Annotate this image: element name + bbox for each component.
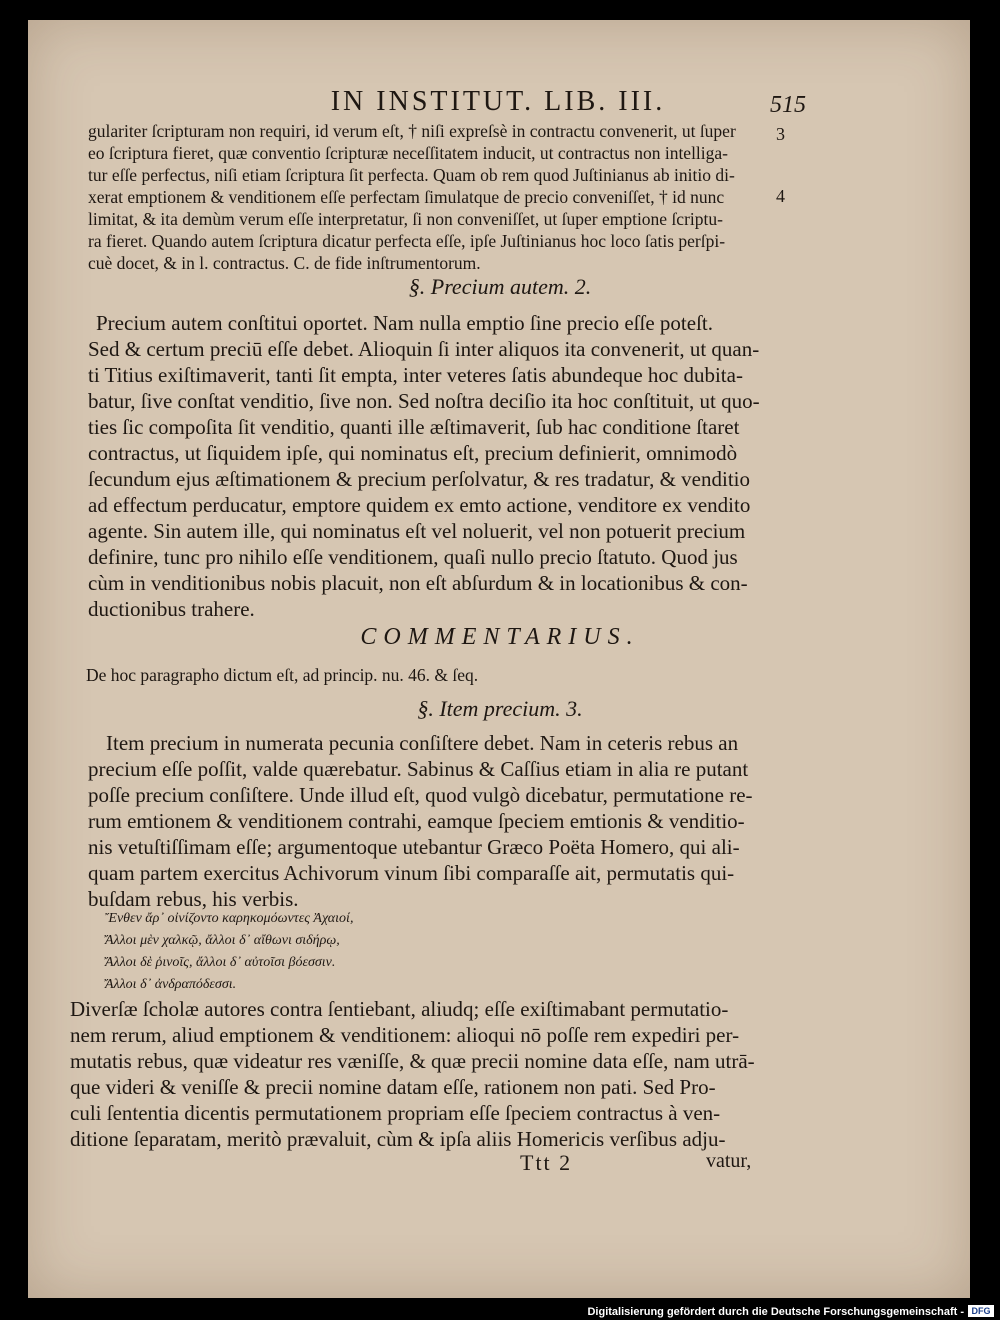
text-line: ſecundum ejus æſtimationem & precium perſolvatur, & res tradatur, & venditio xyxy=(88,467,750,491)
text-line: nem rerum, aliud emptionem & venditionem: alioqui nō poſſe rem expediri per- xyxy=(70,1023,740,1047)
margin-mark-4: 4 xyxy=(776,186,785,206)
greek-verse-line: Ἄλλοι μὲν χαλκῷ, ἄλλοι δ᾽ αἴθωνι σιδήρῳ, xyxy=(105,933,340,948)
text-line: contractus, ut ſiquidem ipſe, qui nominatus eſt, precium definierit, omnimodò xyxy=(88,441,738,465)
text-line: quam partem exercitus Achivorum vinum ſibi comparaſſe ait, permutatis qui- xyxy=(88,861,735,885)
section-heading-2: §. Precium autem. 2. xyxy=(408,274,592,299)
text-line: culi ſententia dicentis permutationem propriam eſſe ſpeciem contractus à ven- xyxy=(70,1101,721,1125)
commentarius-text xyxy=(86,664,796,686)
text-line: limitat, & ita demùm verum eſſe interpretatur, ſi non conveniſſet, ut ſuper emptione ſcriptu- xyxy=(88,209,723,229)
text-line: De hoc paragrapho dictum eſt, ad princip. nu. 46. & ſeq. xyxy=(86,665,479,685)
section-3-text xyxy=(88,730,798,912)
text-line: mutatis rebus, quæ videatur res væniſſe, & quæ precii nomine data eſſe, nam utrā- xyxy=(70,1049,755,1073)
greek-verse-line: Ἔνθεν ἄρ᾽ οἰνίζοντο καρηκομόωντες Ἀχαιοί, xyxy=(105,911,354,926)
text-line: cuè docet, & in l. contractus. C. de fide inſtrumentorum. xyxy=(88,253,481,273)
text-line: eo ſcriptura fieret, quæ conventio ſcripturæ neceſſitatem inducit, ut contractus non intelliga- xyxy=(88,143,729,163)
text-line: definire, tunc pro nihilo eſſe venditionem, quaſi nullo precio ſtatuto. Quod jus xyxy=(88,545,738,569)
text-line: tur eſſe perfectus, niſi etiam ſcriptura ſit perfecta. Quam ob rem quod Juſtinianus ab initio di- xyxy=(88,165,735,185)
greek-verse-line: Ἄλλοι δ᾽ ἀνδραπόδεσσι. xyxy=(105,977,237,992)
text-line: nis vetuſtiſſimam eſſe; argumentoque utebantur Græco Poëta Homero, qui ali- xyxy=(88,835,740,859)
section-heading-3: §. Item precium. 3. xyxy=(417,696,583,721)
signature-mark: Ttt 2 xyxy=(520,1150,573,1175)
text-line: ditione ſeparatam, meritò prævaluit, cùm & ipſa aliis Homericis verſibus adju- xyxy=(70,1127,726,1151)
catchword: vatur, xyxy=(706,1150,752,1172)
commentarius-heading: COMMENTARIUS. xyxy=(360,624,640,650)
book-page xyxy=(28,20,970,1298)
text-line: gulariter ſcripturam non requiri, id verum eſt, † niſi expreſsè in contractu convenerit, ut ſuper xyxy=(88,121,736,141)
text-line: batur, ſive conſtat venditio, ſive non. Sed noſtra deciſio ita hoc conſtituit, ut quo- xyxy=(88,389,760,413)
text-line: ra fieret. Quando autem ſcriptura dicatur perfecta eſſe, ipſe Juſtinianus hoc loco ſatis perſpi- xyxy=(88,231,726,251)
text-line: que videri & veniſſe & precii nomine datam eſſe, rationem non pati. Sed Pro- xyxy=(70,1075,716,1099)
text-line: ties ſic compoſita ſit venditio, quanti ille æſtimaverit, ſub hac conditione ſtaret xyxy=(88,415,740,439)
text-line: rum emtionem & venditionem contrahi, eamque ſpeciem emtionis & venditio- xyxy=(88,809,745,833)
text-line: Precium autem conſtitui oportet. Nam nulla emptio ſine precio eſſe poteſt. xyxy=(96,311,713,335)
text-line: ti Titius exiſtimaverit, tanti ſit empta, inter veteres ſatis abundeque hoc dubita- xyxy=(88,363,743,387)
text-line: Sed & certum preciū eſſe debet. Alioquin ſi inter aliquos ita convenerit, ut quan- xyxy=(88,337,760,361)
dfg-logo: DFG xyxy=(968,1305,994,1317)
text-line: cùm in venditionibus nobis placuit, non eſt abſurdum & in locationibus & con- xyxy=(88,571,748,595)
running-title: IN INSTITUT. LIB. III. xyxy=(330,86,666,117)
text-line: poſſe precium conſiſtere. Unde illud eſt, quod vulgò dicebatur, permutatione re- xyxy=(88,783,753,807)
text-line: ad effectum perducatur, emptore quidem ex emto actione, venditore ex vendito xyxy=(88,493,751,517)
section-2-text xyxy=(88,310,798,622)
greek-verses xyxy=(105,908,353,996)
digitization-notice: Digitalisierung gefördert durch die Deutsche Forschungsgemeinschaft - xyxy=(587,1306,964,1318)
text-line: xerat emptionem & venditionem eſſe perfectam ſimulatque de precio conveniſſet, † id nunc xyxy=(88,187,725,207)
margin-mark-3: 3 xyxy=(776,124,785,144)
greek-verse-line: Ἄλλοι δὲ ῥινοῖς, ἄλλοι δ᾽ αὐτοῖσι βόεσσιν. xyxy=(105,955,336,970)
text-line: agente. Sin autem ille, qui nominatus eſt vel noluerit, vel non potuerit precium xyxy=(88,519,746,543)
text-line: Item precium in numerata pecunia conſiſtere debet. Nam in ceteris rebus an xyxy=(106,731,739,755)
page-number: 515 xyxy=(770,92,806,118)
text-line: ductionibus trahere. xyxy=(88,597,255,621)
intro-paragraph xyxy=(88,120,798,274)
text-line: buſdam rebus, his verbis. xyxy=(88,887,299,911)
text-line: Diverſæ ſcholæ autores contra ſentiebant, aliudq; eſſe exiſtimabant permutatio- xyxy=(70,997,729,1021)
continuation-text xyxy=(70,996,798,1152)
text-line: precium eſſe poſſit, valde quærebatur. Sabinus & Caſſius etiam in alia re putant xyxy=(88,757,749,781)
